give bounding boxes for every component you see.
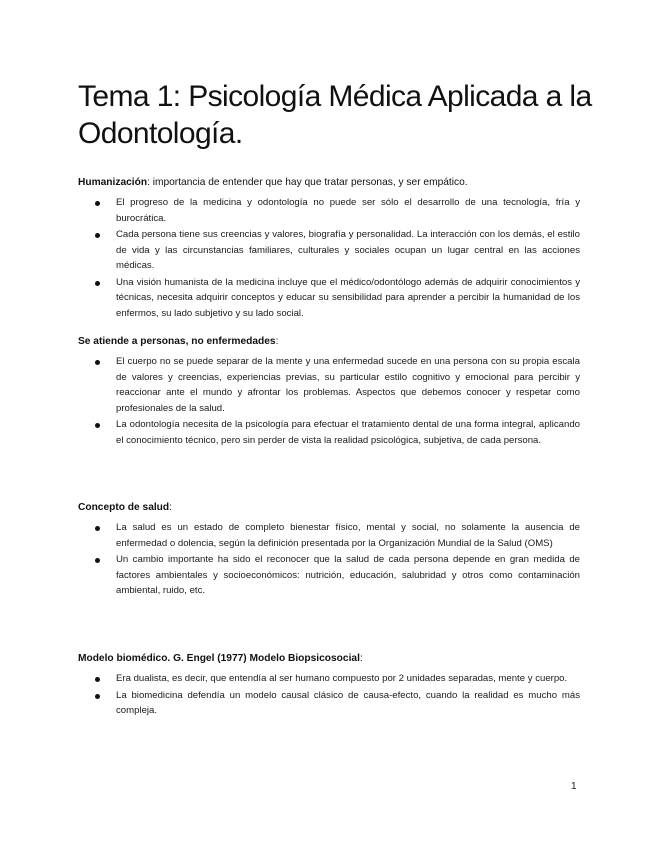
list-item-text: La biomedicina defendía un modelo causal clásico de causa-efecto, cuando la realidad es mucho más compleja. (116, 689, 580, 716)
section-heading-bold: Modelo biomédico. G. Engel (1977) Modelo Biopsicosocial (78, 653, 360, 664)
bullet-icon (95, 526, 100, 531)
list-item-text: Era dualista, es decir, que entendía al ser humano compuesto por 2 unidades separadas, mente y cuerpo. (116, 673, 568, 684)
list-item-text: La odontología necesita de la psicología para efectuar el tratamiento dental de una forma integral, aplicando el conocimiento técnico, pero sin perder de vista la realidad psicológica, subjetiva, de cada persona. (116, 419, 580, 446)
list-item (78, 671, 580, 687)
list-item (78, 354, 580, 416)
section-heading-bold: Humanización (78, 177, 148, 188)
list-item (78, 275, 580, 322)
list-item-text: El progreso de la medicina y odontología no puede ser sólo el desarrollo de una tecnología, fría y burocrática. (116, 197, 580, 224)
page-number: 1 (571, 781, 577, 792)
section-heading-rest: : (169, 502, 172, 513)
bullet-icon (95, 233, 100, 238)
bullet-list (78, 671, 580, 719)
section-concepto-salud (78, 500, 580, 600)
bullet-icon (95, 360, 100, 365)
list-item (78, 688, 580, 719)
section-heading (78, 175, 580, 191)
section-heading-rest: : (275, 336, 279, 347)
list-item (78, 417, 580, 448)
section-heading (78, 651, 580, 667)
list-item-text: Un cambio importante ha sido el reconocer que la salud de cada persona depende en gran medida de factores ambientales y socioeconómicos: nutrición, educación, salubridad y otros como contaminación ambiental, ruido, etc. (116, 554, 580, 596)
section-modelo-biomedico (78, 651, 580, 720)
section-personas (78, 334, 580, 449)
section-heading (78, 500, 580, 516)
section-humanizacion (78, 175, 580, 322)
bullet-list (78, 354, 580, 448)
bullet-icon (95, 423, 100, 428)
section-heading-rest: : importancia de entender que hay que tratar personas, y ser empático. (147, 177, 468, 188)
bullet-icon (95, 201, 100, 206)
list-item-text: El cuerpo no se puede separar de la mente y una enfermedad sucede en una persona con su propia escala de valores y creencias, experiencias previas, su particular estilo cognitivo y emocional para percibir y reaccionar ante el mundo y afrontar los problemas. Aspectos que debemos conocer y respetar como profesionales de la salud. (116, 356, 580, 414)
bullet-list (78, 195, 580, 321)
bullet-icon (95, 677, 100, 682)
bullet-icon (95, 694, 100, 699)
list-item (78, 520, 580, 551)
list-item-text: La salud es un estado de completo bienestar físico, mental y social, no solamente la ausencia de enfermedad o dolencia, según la definición presentada por la Organización Mundial de la Salud (OMS) (116, 522, 580, 549)
section-heading-rest: : (359, 653, 363, 664)
section-heading-bold: Concepto de salud (78, 502, 170, 513)
list-item-text: Cada persona tiene sus creencias y valores, biografía y personalidad. La interacción con los demás, el estilo de vida y las circunstancias familiares, culturales y sociales ocupan un lugar central en las acciones médicas. (116, 229, 580, 271)
list-item-text: Una visión humanista de la medicina incluye que el médico/odontólogo además de adquirir conocimientos y técnicas, necesita adquirir conceptos y educar su sensibilidad para aprender a percibir la humanidad de los enfermos, su lado subjetivo y su lado social. (116, 276, 580, 319)
bullet-icon (95, 558, 100, 563)
bullet-list (78, 520, 580, 599)
page-title: Tema 1: Psicología Médica Aplicada a la Odontología. (78, 80, 592, 150)
section-heading (78, 334, 580, 350)
bullet-icon (95, 281, 100, 286)
list-item (78, 227, 580, 274)
list-item (78, 552, 580, 599)
section-heading-bold: Se atiende a personas, no enfermedades (78, 336, 276, 347)
list-item (78, 195, 580, 226)
